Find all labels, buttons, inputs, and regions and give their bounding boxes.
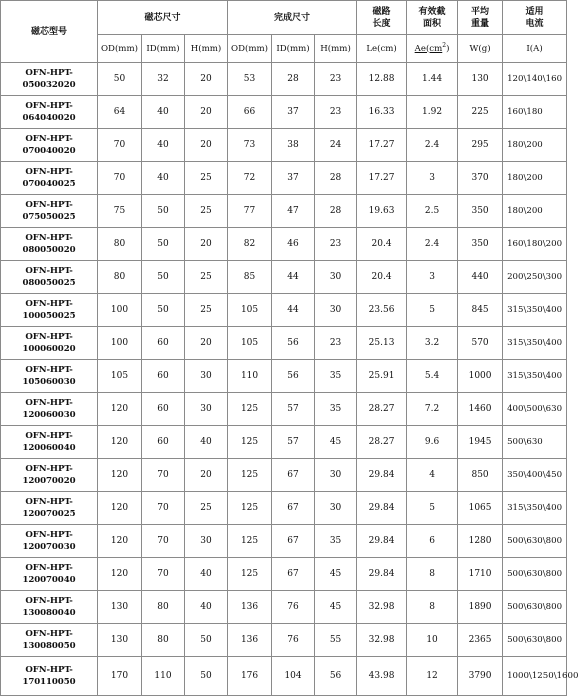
cell-ae: 3 (407, 162, 458, 195)
cell-core-id: 80 (142, 624, 185, 657)
cell-model: OFN-HPT-070040025 (1, 162, 98, 195)
header-path-length (357, 1, 407, 35)
cell-finished-id: 104 (272, 657, 315, 696)
cell-model: OFN-HPT-105060030 (1, 360, 98, 393)
cell-le: 20.4 (357, 228, 407, 261)
cell-current: 315\350\400 (503, 360, 567, 393)
cell-current: 500\630\800 (503, 558, 567, 591)
cell-core-od: 120 (98, 393, 142, 426)
cell-finished-od: 125 (228, 459, 272, 492)
cell-current: 200\250\300 (503, 261, 567, 294)
cell-ae: 2.5 (407, 195, 458, 228)
cell-core-id: 60 (142, 393, 185, 426)
cell-ae: 12 (407, 657, 458, 696)
cell-finished-id: 76 (272, 591, 315, 624)
cell-finished-id: 56 (272, 327, 315, 360)
cell-core-od: 120 (98, 525, 142, 558)
cell-core-h: 25 (185, 261, 228, 294)
cell-core-h: 20 (185, 228, 228, 261)
cell-finished-od: 176 (228, 657, 272, 696)
cell-weight: 225 (458, 96, 503, 129)
subheader-finished-od: OD(mm) (228, 35, 272, 63)
cell-ae: 3.2 (407, 327, 458, 360)
cell-finished-id: 67 (272, 459, 315, 492)
cell-core-od: 170 (98, 657, 142, 696)
cell-finished-od: 105 (228, 327, 272, 360)
cell-finished-h: 23 (315, 63, 357, 96)
cell-finished-h: 23 (315, 327, 357, 360)
cell-finished-od: 125 (228, 525, 272, 558)
header-core-size: 磁芯尺寸 (98, 1, 228, 35)
cell-le: 29.84 (357, 525, 407, 558)
cell-model: OFN-HPT-120070020 (1, 459, 98, 492)
subheader-h: H(mm) (185, 35, 228, 63)
cell-finished-od: 136 (228, 591, 272, 624)
cell-core-id: 70 (142, 525, 185, 558)
cell-le: 12.88 (357, 63, 407, 96)
cell-model: OFN-HPT-080050025 (1, 261, 98, 294)
cell-finished-od: 53 (228, 63, 272, 96)
cell-core-od: 120 (98, 558, 142, 591)
cell-current: 1000\1250\1600 (503, 657, 567, 696)
cell-core-id: 40 (142, 129, 185, 162)
cell-core-h: 30 (185, 393, 228, 426)
cell-current: 500\630\800 (503, 624, 567, 657)
cell-core-id: 70 (142, 459, 185, 492)
cell-finished-h: 45 (315, 558, 357, 591)
cell-finished-h: 35 (315, 360, 357, 393)
cell-finished-id: 46 (272, 228, 315, 261)
cell-ae: 3 (407, 261, 458, 294)
cell-current: 500\630\800 (503, 591, 567, 624)
cell-ae: 7.2 (407, 393, 458, 426)
cell-model: OFN-HPT-120070025 (1, 492, 98, 525)
table-row (1, 657, 567, 696)
cell-finished-h: 28 (315, 195, 357, 228)
cell-finished-id: 47 (272, 195, 315, 228)
cell-finished-od: 125 (228, 426, 272, 459)
cell-finished-id: 67 (272, 558, 315, 591)
subheader-id: ID(mm) (142, 35, 185, 63)
cell-le: 17.27 (357, 129, 407, 162)
cell-core-id: 60 (142, 426, 185, 459)
cell-le: 23.56 (357, 294, 407, 327)
cell-weight: 1280 (458, 525, 503, 558)
table-row (1, 591, 567, 624)
cell-core-od: 80 (98, 261, 142, 294)
table-row (1, 426, 567, 459)
cell-core-h: 25 (185, 162, 228, 195)
cell-weight: 850 (458, 459, 503, 492)
cell-finished-h: 55 (315, 624, 357, 657)
cell-model: OFN-HPT-120060030 (1, 393, 98, 426)
cell-finished-id: 44 (272, 294, 315, 327)
cell-finished-h: 30 (315, 261, 357, 294)
cell-current: 120\140\160 (503, 63, 567, 96)
cell-current: 315\350\400 (503, 492, 567, 525)
cell-current: 180\200 (503, 195, 567, 228)
table-row (1, 624, 567, 657)
cell-ae: 2.4 (407, 129, 458, 162)
cell-core-od: 120 (98, 492, 142, 525)
cell-core-h: 20 (185, 129, 228, 162)
cell-core-id: 60 (142, 327, 185, 360)
cell-finished-od: 77 (228, 195, 272, 228)
cell-finished-id: 38 (272, 129, 315, 162)
cell-le: 43.98 (357, 657, 407, 696)
cell-le: 20.4 (357, 261, 407, 294)
cell-finished-h: 28 (315, 162, 357, 195)
cell-current: 160\180 (503, 96, 567, 129)
cell-ae: 8 (407, 558, 458, 591)
cell-core-h: 25 (185, 294, 228, 327)
cell-core-h: 40 (185, 591, 228, 624)
cell-finished-id: 76 (272, 624, 315, 657)
table-row (1, 129, 567, 162)
cell-core-h: 40 (185, 558, 228, 591)
cell-core-h: 50 (185, 624, 228, 657)
cell-ae: 10 (407, 624, 458, 657)
cell-ae: 4 (407, 459, 458, 492)
cell-model: OFN-HPT-120070040 (1, 558, 98, 591)
cell-model: OFN-HPT-130080040 (1, 591, 98, 624)
table-row (1, 558, 567, 591)
subheader-ae (407, 35, 458, 63)
subheader-od: OD(mm) (98, 35, 142, 63)
cell-core-od: 120 (98, 426, 142, 459)
cell-current: 500\630\800 (503, 525, 567, 558)
cell-core-id: 110 (142, 657, 185, 696)
cell-model: OFN-HPT-120070030 (1, 525, 98, 558)
cell-finished-od: 125 (228, 492, 272, 525)
cell-core-h: 50 (185, 657, 228, 696)
cell-model: OFN-HPT-080050020 (1, 228, 98, 261)
cell-core-id: 50 (142, 228, 185, 261)
table-row (1, 360, 567, 393)
cell-weight: 1065 (458, 492, 503, 525)
cell-ae: 1.92 (407, 96, 458, 129)
cell-le: 29.84 (357, 492, 407, 525)
cell-finished-id: 28 (272, 63, 315, 96)
cell-core-id: 70 (142, 558, 185, 591)
cell-model: OFN-HPT-120060040 (1, 426, 98, 459)
cell-model: OFN-HPT-064040020 (1, 96, 98, 129)
cell-ae: 6 (407, 525, 458, 558)
cell-core-id: 50 (142, 261, 185, 294)
header-avg-weight-line1: 平均 (471, 6, 490, 17)
subheader-finished-id: ID(mm) (272, 35, 315, 63)
cell-weight: 570 (458, 327, 503, 360)
table-row (1, 195, 567, 228)
cell-weight: 1710 (458, 558, 503, 591)
cell-finished-h: 30 (315, 294, 357, 327)
cell-finished-h: 30 (315, 459, 357, 492)
header-area (407, 1, 458, 35)
header-path-length-line1: 磁路 (372, 6, 391, 17)
cell-weight: 130 (458, 63, 503, 96)
cell-weight: 1000 (458, 360, 503, 393)
cell-finished-h: 35 (315, 393, 357, 426)
table-row (1, 459, 567, 492)
header-finished-size: 完成尺寸 (228, 1, 357, 35)
cell-current: 315\350\400 (503, 294, 567, 327)
cell-le: 32.98 (357, 624, 407, 657)
cell-current: 500\630 (503, 426, 567, 459)
cell-core-h: 20 (185, 63, 228, 96)
subheader-finished-h: H(mm) (315, 35, 357, 63)
cell-core-h: 25 (185, 492, 228, 525)
cell-core-h: 20 (185, 96, 228, 129)
cell-core-h: 20 (185, 459, 228, 492)
cell-finished-id: 44 (272, 261, 315, 294)
cell-weight: 370 (458, 162, 503, 195)
cell-finished-id: 57 (272, 393, 315, 426)
cell-weight: 1460 (458, 393, 503, 426)
header-path-length-line2: 长度 (372, 18, 391, 29)
cell-model: OFN-HPT-070040020 (1, 129, 98, 162)
cell-ae: 8 (407, 591, 458, 624)
table-row (1, 327, 567, 360)
header-current (503, 1, 567, 35)
cell-weight: 1890 (458, 591, 503, 624)
cell-le: 29.84 (357, 459, 407, 492)
cell-core-od: 50 (98, 63, 142, 96)
cell-core-h: 30 (185, 525, 228, 558)
table-body (1, 63, 578, 696)
cell-ae: 2.4 (407, 228, 458, 261)
cell-finished-id: 67 (272, 492, 315, 525)
cell-finished-od: 136 (228, 624, 272, 657)
cell-core-od: 130 (98, 624, 142, 657)
table-row (1, 162, 567, 195)
header-avg-weight (458, 1, 503, 35)
header-area-line2: 面积 (423, 18, 442, 29)
cell-finished-id: 56 (272, 360, 315, 393)
table-row (1, 294, 567, 327)
cell-core-od: 80 (98, 228, 142, 261)
cell-weight: 3790 (458, 657, 503, 696)
cell-core-h: 20 (185, 327, 228, 360)
cell-core-od: 70 (98, 162, 142, 195)
cell-weight: 845 (458, 294, 503, 327)
header-avg-weight-line2: 重量 (471, 18, 490, 29)
cell-ae: 5 (407, 294, 458, 327)
subheader-ae-close: ) (446, 43, 450, 54)
cell-model: OFN-HPT-075050025 (1, 195, 98, 228)
cell-core-id: 50 (142, 195, 185, 228)
subheader-i: I(A) (503, 35, 567, 63)
cell-current: 180\200 (503, 162, 567, 195)
cell-le: 28.27 (357, 426, 407, 459)
cell-core-id: 60 (142, 360, 185, 393)
cell-core-od: 120 (98, 459, 142, 492)
cell-finished-id: 37 (272, 162, 315, 195)
cell-weight: 350 (458, 228, 503, 261)
table-row (1, 228, 567, 261)
cell-core-id: 70 (142, 492, 185, 525)
cell-model: OFN-HPT-100060020 (1, 327, 98, 360)
table-header (1, 1, 567, 63)
cell-finished-h: 35 (315, 525, 357, 558)
cell-core-id: 80 (142, 591, 185, 624)
cell-le: 32.98 (357, 591, 407, 624)
cell-le: 25.13 (357, 327, 407, 360)
cell-core-id: 40 (142, 162, 185, 195)
cell-finished-h: 45 (315, 591, 357, 624)
cell-ae: 5.4 (407, 360, 458, 393)
cell-current: 160\180\200 (503, 228, 567, 261)
cell-core-h: 40 (185, 426, 228, 459)
cell-finished-h: 45 (315, 426, 357, 459)
cell-le: 16.33 (357, 96, 407, 129)
cell-core-h: 25 (185, 195, 228, 228)
cell-finished-id: 67 (272, 525, 315, 558)
cell-finished-od: 72 (228, 162, 272, 195)
cell-ae: 1.44 (407, 63, 458, 96)
cell-weight: 295 (458, 129, 503, 162)
cell-core-id: 40 (142, 96, 185, 129)
cell-current: 350\400\450 (503, 459, 567, 492)
cell-core-od: 100 (98, 294, 142, 327)
cell-core-od: 100 (98, 327, 142, 360)
cell-ae: 5 (407, 492, 458, 525)
cell-le: 25.91 (357, 360, 407, 393)
table-row (1, 393, 567, 426)
cell-finished-od: 66 (228, 96, 272, 129)
cell-finished-od: 125 (228, 393, 272, 426)
cell-model: OFN-HPT-130080050 (1, 624, 98, 657)
cell-le: 29.84 (357, 558, 407, 591)
cell-model: OFN-HPT-100050025 (1, 294, 98, 327)
table-row (1, 261, 567, 294)
cell-core-od: 75 (98, 195, 142, 228)
cell-finished-od: 73 (228, 129, 272, 162)
cell-finished-h: 23 (315, 228, 357, 261)
cell-model: OFN-HPT-050032020 (1, 63, 98, 96)
header-current-line2: 电流 (525, 18, 544, 29)
subheader-w: W(g) (458, 35, 503, 63)
cell-core-id: 50 (142, 294, 185, 327)
cell-ae: 9.6 (407, 426, 458, 459)
cell-core-id: 32 (142, 63, 185, 96)
cell-finished-od: 85 (228, 261, 272, 294)
subheader-ae-text: Ae(cm (414, 43, 443, 54)
cell-core-od: 105 (98, 360, 142, 393)
subheader-ae-sup: 2 (442, 41, 447, 49)
cell-model: OFN-HPT-170110050 (1, 657, 98, 696)
cell-weight: 440 (458, 261, 503, 294)
table-row (1, 492, 567, 525)
cell-core-h: 30 (185, 360, 228, 393)
cell-finished-id: 37 (272, 96, 315, 129)
cell-core-od: 64 (98, 96, 142, 129)
cell-core-od: 130 (98, 591, 142, 624)
cell-finished-od: 105 (228, 294, 272, 327)
cell-finished-h: 30 (315, 492, 357, 525)
cell-current: 315\350\400 (503, 327, 567, 360)
cell-finished-h: 24 (315, 129, 357, 162)
cell-weight: 2365 (458, 624, 503, 657)
cell-finished-od: 125 (228, 558, 272, 591)
subheader-le: Le(cm) (357, 35, 407, 63)
cell-finished-h: 56 (315, 657, 357, 696)
cell-current: 400\500\630 (503, 393, 567, 426)
header-area-line1: 有效截 (418, 6, 446, 17)
table-row (1, 96, 567, 129)
cell-current: 180\200 (503, 129, 567, 162)
cell-finished-od: 110 (228, 360, 272, 393)
table-row (1, 63, 567, 96)
cell-weight: 1945 (458, 426, 503, 459)
cell-weight: 350 (458, 195, 503, 228)
cell-finished-od: 82 (228, 228, 272, 261)
header-model: 磁芯型号 (1, 1, 98, 63)
cell-le: 17.27 (357, 162, 407, 195)
cell-le: 19.63 (357, 195, 407, 228)
cell-le: 28.27 (357, 393, 407, 426)
cell-finished-id: 57 (272, 426, 315, 459)
cell-core-od: 70 (98, 129, 142, 162)
cell-finished-h: 23 (315, 96, 357, 129)
header-current-line1: 适用 (525, 6, 544, 17)
table-row (1, 525, 567, 558)
